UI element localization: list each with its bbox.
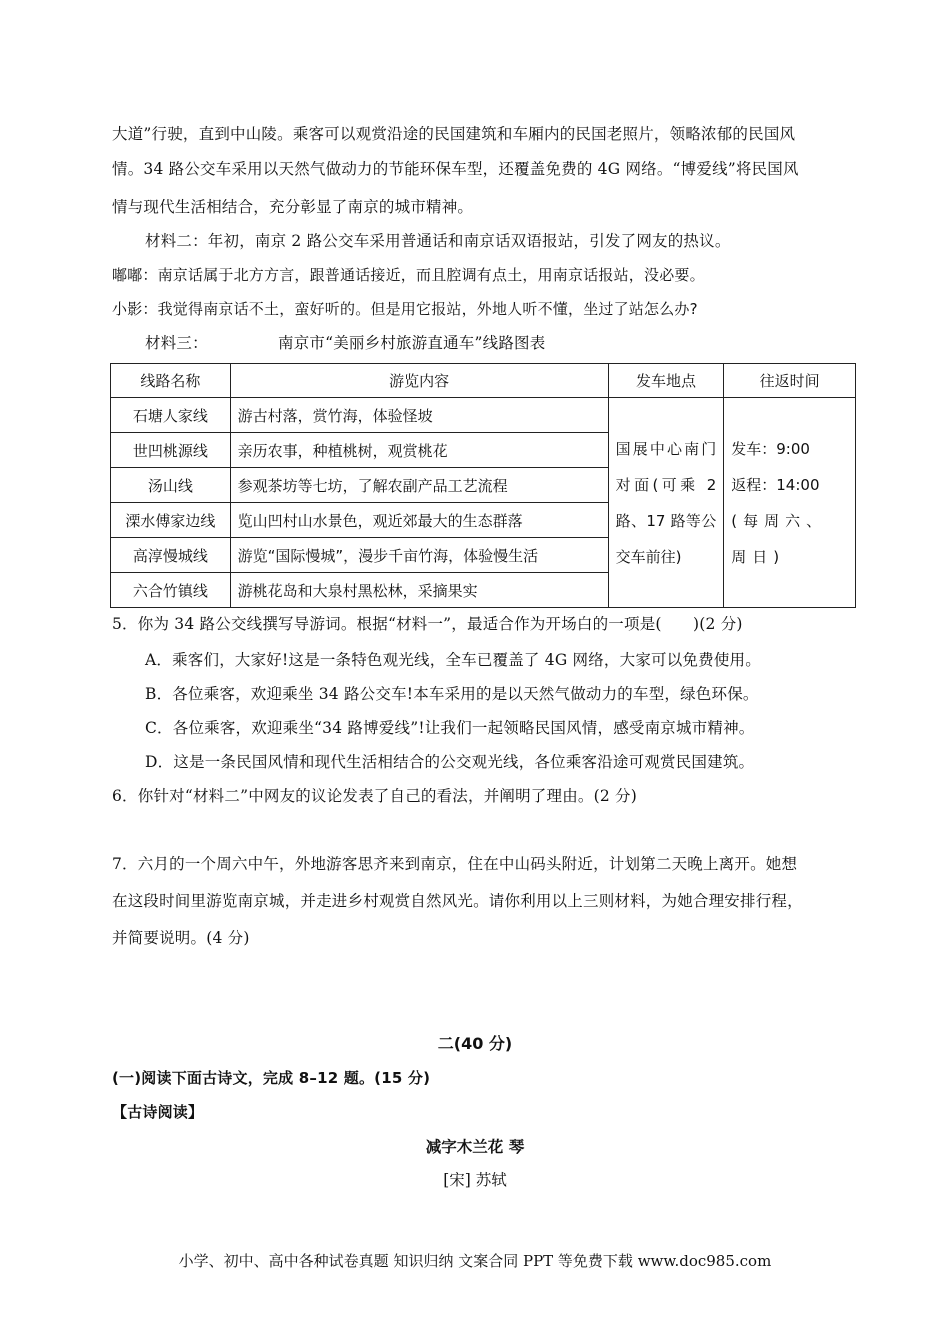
route-name: 六合竹镇线 <box>111 573 231 608</box>
intro-line-3: 情与现代生活相结合，充分彰显了南京的城市精神。 <box>112 198 474 216</box>
material-3-title: 南京市“美丽乡村旅游直通车”线路图表 <box>278 334 546 352</box>
schedule-note: (每周六、周日) <box>731 511 828 566</box>
route-content: 亲历农事，种植桃树，观赏桃花 <box>230 433 608 468</box>
table-header-row <box>111 364 856 398</box>
section-two-heading: 二(40 分) <box>437 1034 513 1053</box>
route-content: 览山凹村山水景色，观近郊最大的生态群落 <box>230 503 608 538</box>
poem-author: [宋] 苏轼 <box>443 1171 507 1189</box>
q5-option-b: B．各位乘客，欢迎乘坐 34 路公交车!本车采用的是以天然气做动力的车型，绿色环保。 <box>145 685 759 703</box>
question-6: 6．你针对“材料二”中网友的议论发表了自己的看法，并阐明了理由。(2 分) <box>112 787 637 805</box>
question-5: 5．你为 34 路公交线撰写导游词。根据“材料一”，最适合作为开场白的一项是( )(2 分) <box>112 615 743 633</box>
material-3-label: 材料三： <box>145 334 208 352</box>
table-row <box>111 398 856 433</box>
route-content: 游古村落，赏竹海，体验怪坡 <box>230 398 608 433</box>
header-location: 发车地点 <box>608 364 724 398</box>
question-7-line-2: 在这段时间里游览南京城，并走进乡村观赏自然风光。请你利用以上三则材料，为她合理安排行程， <box>112 892 803 910</box>
intro-line-2: 情。34 路公交车采用以天然气做动力的节能环保车型，还覆盖免费的 4G 网络。“博爱线”将民国风 <box>112 160 799 178</box>
depart-time: 发车：9:00 <box>731 439 810 458</box>
material-2: 材料二：年初，南京 2 路公交车采用普通话和南京话双语报站，引发了网友的热议。 <box>145 232 731 250</box>
comment-xiaoying: 小影：我觉得南京话不土，蛮好听的。但是用它报站，外地人听不懂，坐过了站怎么办? <box>112 300 698 318</box>
route-content: 游桃花岛和大泉村黑松林，采摘果实 <box>230 573 608 608</box>
header-content: 游览内容 <box>230 364 608 398</box>
poem-section-label: 【古诗阅读】 <box>112 1103 204 1121</box>
route-name: 石塘人家线 <box>111 398 231 433</box>
route-content: 游览“国际慢城”，漫步千亩竹海，体验慢生活 <box>230 538 608 573</box>
round-trip-time <box>724 398 856 608</box>
footer-ad: 小学、初中、高中各种试卷真题 知识归纳 文案合同 PPT 等免费下载 www.doc985.com <box>178 1252 772 1270</box>
q5-option-c: C．各位乘客，欢迎乘坐“34 路博爱线”!让我们一起领略民国风情，感受南京城市精神。 <box>145 719 755 737</box>
q5-option-a: A．乘客们，大家好!这是一条特色观光线，全车已覆盖了 4G 网络，大家可以免费使用。 <box>145 651 761 669</box>
header-route-name: 线路名称 <box>111 364 231 398</box>
route-content: 参观茶坊等七坊，了解农副产品工艺流程 <box>230 468 608 503</box>
question-7-line-3: 并简要说明。(4 分) <box>112 929 250 947</box>
route-name: 世凹桃源线 <box>111 433 231 468</box>
route-name: 汤山线 <box>111 468 231 503</box>
route-table <box>110 363 856 608</box>
intro-line-1: 大道”行驶，直到中山陵。乘客可以观赏沿途的民国建筑和车厢内的民国老照片，领略浓郁的民国风 <box>112 125 796 143</box>
departure-location: 国展中心南门对面(可乘 2 路、17 路等公交车前往) <box>608 398 724 608</box>
return-time: 返程：14:00 <box>731 475 820 494</box>
comment-dudu: 嘟嘟：南京话属于北方方言，跟普通话接近，而且腔调有点土，用南京话报站，没必要。 <box>112 266 705 284</box>
route-name: 高淳慢城线 <box>111 538 231 573</box>
question-7-line-1: 7．六月的一个周六中午，外地游客思齐来到南京，住在中山码头附近，计划第二天晚上离开。她想 <box>112 855 798 873</box>
part-one-instruction: (一)阅读下面古诗文，完成 8–12 题。(15 分) <box>112 1069 431 1087</box>
header-time: 往返时间 <box>724 364 856 398</box>
route-name: 溧水傅家边线 <box>111 503 231 538</box>
q5-option-d: D．这是一条民国风情和现代生活相结合的公交观光线，各位乘客沿途可观赏民国建筑。 <box>145 753 755 771</box>
poem-title: 减字木兰花 琴 <box>425 1138 525 1156</box>
